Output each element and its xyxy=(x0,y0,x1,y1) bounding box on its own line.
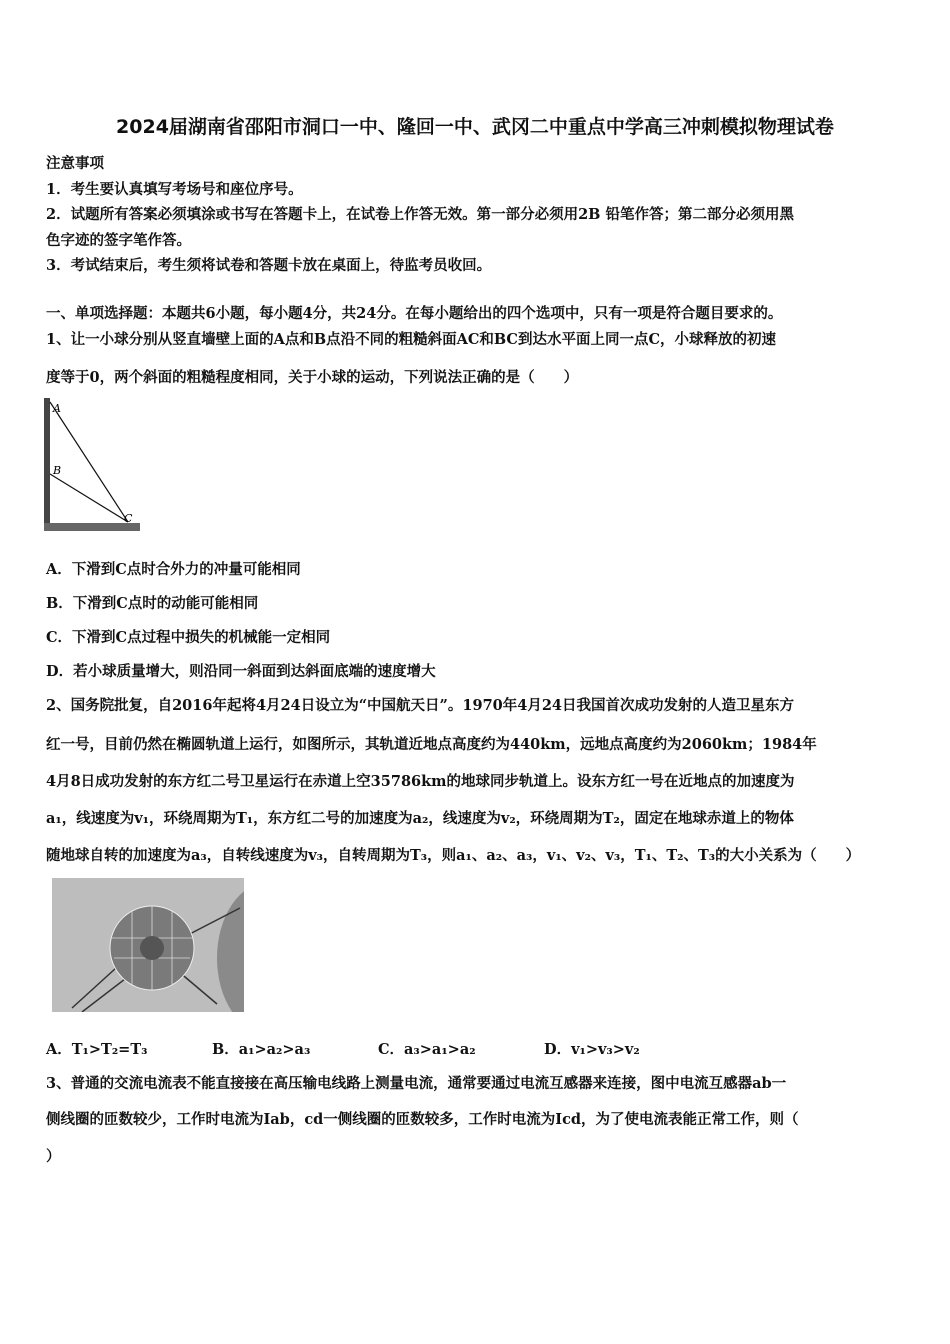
page-title: 2024届湖南省邵阳市洞口一中、隆回一中、武冈二中重点中学高三冲刺模拟物理试卷 xyxy=(116,116,834,138)
incline-bc xyxy=(50,474,128,522)
notice-item: 色字迹的签字笔作答。 xyxy=(46,232,191,249)
satellite-photo xyxy=(52,878,244,1012)
question-2-option-b: B．a₁>a₂>a₃ xyxy=(212,1041,311,1058)
question-2-option-d: D．v₁>v₃>v₂ xyxy=(544,1041,640,1058)
question-2-line: a₁，线速度为v₁，环绕周期为T₁，东方红二号的加速度为a₂，线速度为v₂，环绕周期为T₂，固定在地球赤道上的物体 xyxy=(46,810,794,827)
notice-item: 2．试题所有答案必须填涂或书写在答题卡上，在试卷上作答无效。第一部分必须用2B 铅笔作答；第二部分必须用黑 xyxy=(46,206,794,223)
notice-item: 1．考生要认真填写考场号和座位序号。 xyxy=(46,181,303,198)
wall xyxy=(44,398,50,530)
section-heading: 一、单项选择题：本题共6小题，每小题4分，共24分。在每小题给出的四个选项中，只有一项是符合题目要求的。 xyxy=(46,305,783,322)
question-2-option-a: A．T₁>T₂=T₃ xyxy=(46,1041,148,1058)
question-2-line: 2、国务院批复，自2016年起将4月24日设立为“中国航天日”。1970年4月24日我国首次成功发射的人造卫星东方 xyxy=(46,697,795,714)
label-c: C xyxy=(124,512,133,525)
question-2-line: 红一号，目前仍然在椭圆轨道上运行，如图所示，其轨道近地点高度约为440km，远地点高度约为2060km；1984年 xyxy=(46,736,817,753)
label-b: B xyxy=(53,464,62,477)
question-3-line: 3、普通的交流电流表不能直接接在高压输电线路上测量电流，通常要通过电流互感器来连接，图中电流互感器ab一 xyxy=(46,1075,787,1092)
question-2-line: 随地球自转的加速度为a₃，自转线速度为v₃，自转周期为T₃，则a₁、a₂、a₃，v₁、v₂、v₃，T₁、T₂、T₃的大小关系为（ ） xyxy=(46,847,861,864)
question-2-line: 4月8日成功发射的东方红二号卫星运行在赤道上空35786km的地球同步轨道上。设东方红一号在近地点的加速度为 xyxy=(46,773,795,790)
question-1-option-b: B．下滑到C点时的动能可能相同 xyxy=(46,595,259,612)
incline-figure xyxy=(44,398,144,532)
notice-heading: 注意事项 xyxy=(46,155,104,172)
question-1-option-a: A．下滑到C点时合外力的冲量可能相同 xyxy=(46,561,301,578)
notice-item: 3．考试结束后，考生须将试卷和答题卡放在桌面上，待监考员收回。 xyxy=(46,257,492,274)
question-3-line: ） xyxy=(46,1148,61,1165)
label-a: A xyxy=(53,402,61,415)
question-1-option-d: D．若小球质量增大，则沿同一斜面到达斜面底端的速度增大 xyxy=(46,663,436,680)
question-1-line: 1、让一小球分别从竖直墙壁上面的A点和B点沿不同的粗糙斜面AC和BC到达水平面上同一点C，小球释放的初速 xyxy=(46,331,776,348)
question-3-line: 侧线圈的匝数较少，工作时电流为Iab，cd一侧线圈的匝数较多，工作时电流为Icd，为了使电流表能正常工作，则（ xyxy=(46,1111,799,1128)
question-2-option-c: C．a₃>a₁>a₂ xyxy=(378,1041,476,1058)
incline-ac xyxy=(50,402,128,522)
question-1-option-c: C．下滑到C点过程中损失的机械能一定相同 xyxy=(46,629,331,646)
question-1-line: 度等于0，两个斜面的粗糙程度相同，关于小球的运动，下列说法正确的是（ ） xyxy=(46,369,579,386)
